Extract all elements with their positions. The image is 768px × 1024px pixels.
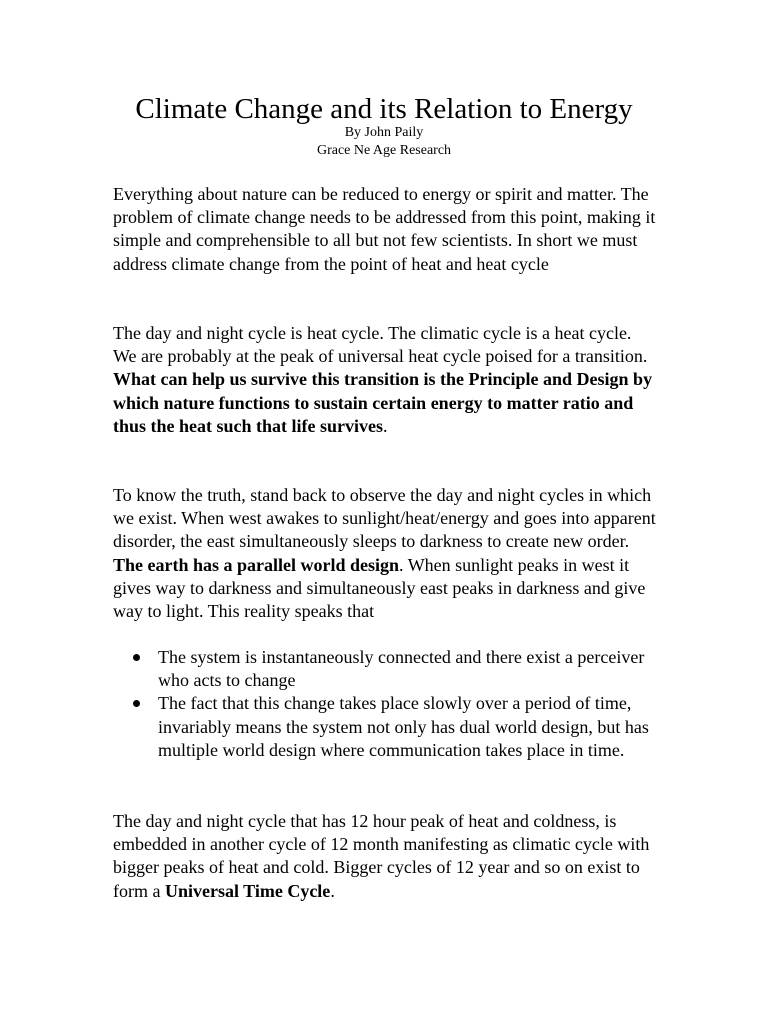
paragraph-text: The day and night cycle that has 12 hour peak of heat and coldness, is embedded in another cycle of 12 month manifesting as climatic cycle with bigger peaks of heat and cold. Bigger cycles of 12 year and so on exist to form a (113, 811, 650, 901)
paragraph-bold-text: Universal Time Cycle (164, 880, 331, 901)
paragraph-bold-text: The earth has a parallel world design (113, 554, 400, 575)
author-line: By John Paily (344, 125, 424, 140)
paragraph-end: . (330, 880, 335, 901)
bullet-list (113, 646, 658, 762)
list-item-text: The system is instantaneously connected and there exist a perceiver who acts to change (158, 647, 645, 691)
organization-line: Grace Ne Age Research (316, 143, 452, 158)
document-title: Climate Change and its Relation to Energy (135, 93, 633, 125)
list-item-text: The fact that this change takes place slowly over a period of time, invariably means the system not only has dual world design, but has multiple world design where communication takes place in time. (158, 693, 649, 760)
paragraph-end: . (383, 415, 388, 436)
paragraph-day-night (113, 484, 658, 623)
paragraph-intro: Everything about nature can be reduced to energy or spirit and matter. The problem of climate change needs to be addressed from this point, making it simple and comprehensible to all but not few scientists. In short we must address climate change from the point of heat and heat cycle (113, 184, 656, 274)
bullet-icon (133, 700, 140, 707)
paragraph-heat-cycle (113, 322, 658, 438)
bullet-icon (133, 654, 140, 661)
paragraph-end: . When sunlight peaks in west it gives way to darkness and simultaneously east peaks in darkness and give way to light. This reality speaks that (113, 554, 646, 622)
paragraph-time-cycle (113, 810, 658, 903)
paragraph-text: The day and night cycle is heat cycle. The climatic cycle is a heat cycle. We are probably at the peak of universal heat cycle poised for a transition. (113, 323, 648, 367)
paragraph-bold-text: What can help us survive this transition is the Principle and Design by which nature functions to sustain certain energy to matter ratio and thus the heat such that life survives (113, 369, 653, 436)
list-item (113, 692, 658, 762)
paragraph-text: To know the truth, stand back to observe the day and night cycles in which we exist. When west awakes to sunlight/heat/energy and goes into apparent disorder, the east simultaneously sleeps to darkness to create new order. (113, 485, 656, 552)
list-item (113, 646, 658, 692)
